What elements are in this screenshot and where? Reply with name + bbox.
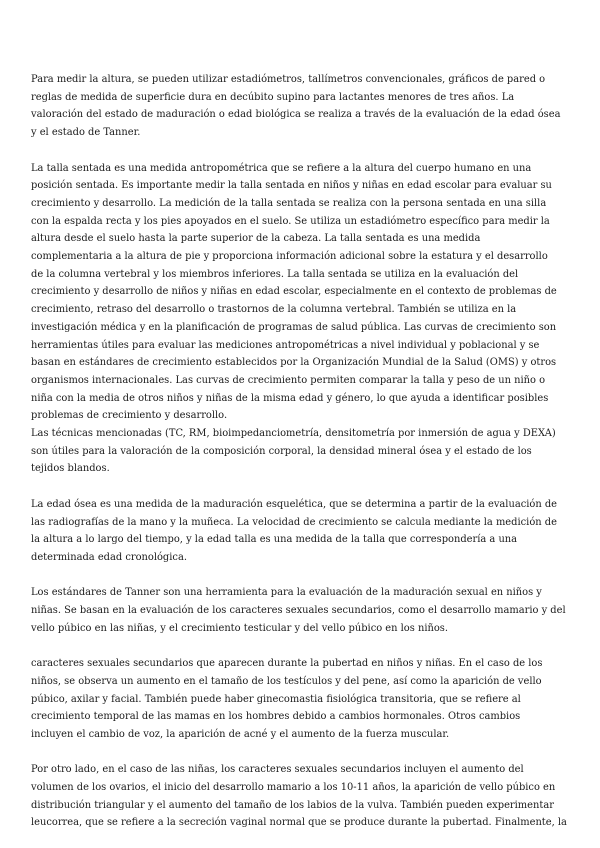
paragraph-gap xyxy=(31,142,572,160)
text-line: La talla sentada es una medida antropométrica que se refiere a la altura del cuerpo humano en una xyxy=(31,162,532,174)
text-line: niños, se observa un aumento en el tamaño de los testículos y del pene, así como la aparición de vello xyxy=(31,675,542,687)
paragraph-gap xyxy=(31,478,572,496)
paragraph-sitting-height xyxy=(31,160,572,479)
paragraph-boys-characteristics xyxy=(31,655,572,744)
text-line: basan en estándares de crecimiento establecidos por la Organización Mundial de la Salud (OMS) y otros xyxy=(31,357,557,369)
text-line: distribución triangular y el aumento del tamaño de los labios de la vulva. También pueden experimentar xyxy=(31,799,554,811)
text-line: investigación médica y en la planificación de programas de salud pública. Las curvas de crecimiento son xyxy=(31,321,557,333)
text-line: incluyen el cambio de voz, la aparición de acné y el aumento de la fuerza muscular. xyxy=(31,728,450,740)
text-line: crecimiento temporal de las mamas en los hombres debido a cambios hormonales. Otros cambios xyxy=(31,711,521,723)
text-line: Los estándares de Tanner son una herramienta para la evaluación de la maduración sexual en niños y xyxy=(31,587,542,599)
text-line: niña con la media de otros niños y niñas de la misma edad y género, lo que ayuda a identificar posibles xyxy=(31,392,549,404)
text-line: volumen de los ovarios, el inicio del desarrollo mamario a los 10-11 años, la aparición de vello púbico en xyxy=(31,782,556,794)
text-line: herramientas útiles para evaluar las mediciones antropométricas a nivel individual y poblacional y se xyxy=(31,339,540,351)
paragraph-bone-age xyxy=(31,496,572,567)
text-line: organismos internacionales. Las curvas de crecimiento permiten comparar la talla y peso de un niño o xyxy=(31,374,546,386)
text-line: valoración del estado de maduración o edad biológica se realiza a través de la evaluación de la edad ósea xyxy=(31,109,561,121)
text-line: son útiles para la valoración de la composición corporal, la densidad mineral ósea y el estado de los xyxy=(31,445,532,457)
text-line: caracteres sexuales secundarios que aparecen durante la pubertad en niños y niñas. En el caso de los xyxy=(31,658,543,670)
text-line: Para medir la altura, se pueden utilizar estadiómetros, tallímetros convencionales, gráficos de pared o xyxy=(31,74,546,85)
text-line: con la espalda recta y los pies apoyados en el suelo. Se utiliza un estadiómetro específico para medir la xyxy=(31,215,550,227)
text-line: Por otro lado, en el caso de las niñas, los caracteres sexuales secundarios incluyen el aumento del xyxy=(31,764,524,776)
paragraph-girls-characteristics xyxy=(31,761,572,832)
text-line: leucorrea, que se refiere a la secreción vaginal normal que se produce durante la pubertad. Finalmente, la xyxy=(31,817,567,829)
text-line: púbico, axilar y facial. También puede haber ginecomastia fisiológica transitoria, que se refiere al xyxy=(31,693,521,705)
text-line: crecimiento, retraso del desarrollo o trastornos de la columna vertebral. También se utiliza en la xyxy=(31,304,517,316)
text-line: problemas de crecimiento y desarrollo. xyxy=(31,410,228,422)
text-line: complementaria a la altura de pie y proporciona información adicional sobre la estatura y el desarrollo xyxy=(31,251,548,263)
paragraph-height-measurement xyxy=(31,71,572,142)
text-line: La edad ósea es una medida de la maduración esquelética, que se determina a partir de la evaluación de xyxy=(31,498,558,510)
text-line: de la columna vertebral y los miembros inferiores. La talla sentada se utiliza en la evaluación del xyxy=(31,268,519,280)
text-line: vello púbico en las niñas, y el crecimiento testicular y del vello púbico en los niños. xyxy=(31,622,448,634)
text-line: tejidos blandos. xyxy=(31,463,110,475)
text-line: determinada edad cronológica. xyxy=(31,551,187,563)
text-line: reglas de medida de superficie dura en decúbito supino para lactantes menores de tres años. La xyxy=(31,91,515,103)
text-line: niñas. Se basan en la evaluación de los caracteres sexuales secundarios, como el desarrollo mamario y del xyxy=(31,605,566,617)
text-line: y el estado de Tanner. xyxy=(31,127,141,139)
paragraph-gap xyxy=(31,744,572,762)
text-line: altura desde el suelo hasta la parte superior de la cabeza. La talla sentada es una medida xyxy=(31,233,481,245)
text-line: la altura a lo largo del tiempo, y la edad talla es una medida de la talla que correspondería a una xyxy=(31,534,518,546)
text-line: posición sentada. Es importante medir la talla sentada en niños y niñas en edad escolar para evaluar su xyxy=(31,180,552,192)
paragraph-gap xyxy=(31,637,572,655)
text-line: las radiografías de la mano y la muñeca. La velocidad de crecimiento se calcula mediante la medición de xyxy=(31,516,557,528)
paragraph-tanner-standards xyxy=(31,584,572,637)
paragraph-gap xyxy=(31,567,572,585)
text-line: Las técnicas mencionadas (TC, RM, bioimpedanciometría, densitometría por inmersión de agua y DEXA) xyxy=(31,428,556,440)
text-line: crecimiento y desarrollo de niños y niñas en edad escolar, especialmente en el contexto de problemas de xyxy=(31,286,557,298)
text-line: crecimiento y desarrollo. La medición de la talla sentada se realiza con la persona sentada en una silla xyxy=(31,197,547,209)
